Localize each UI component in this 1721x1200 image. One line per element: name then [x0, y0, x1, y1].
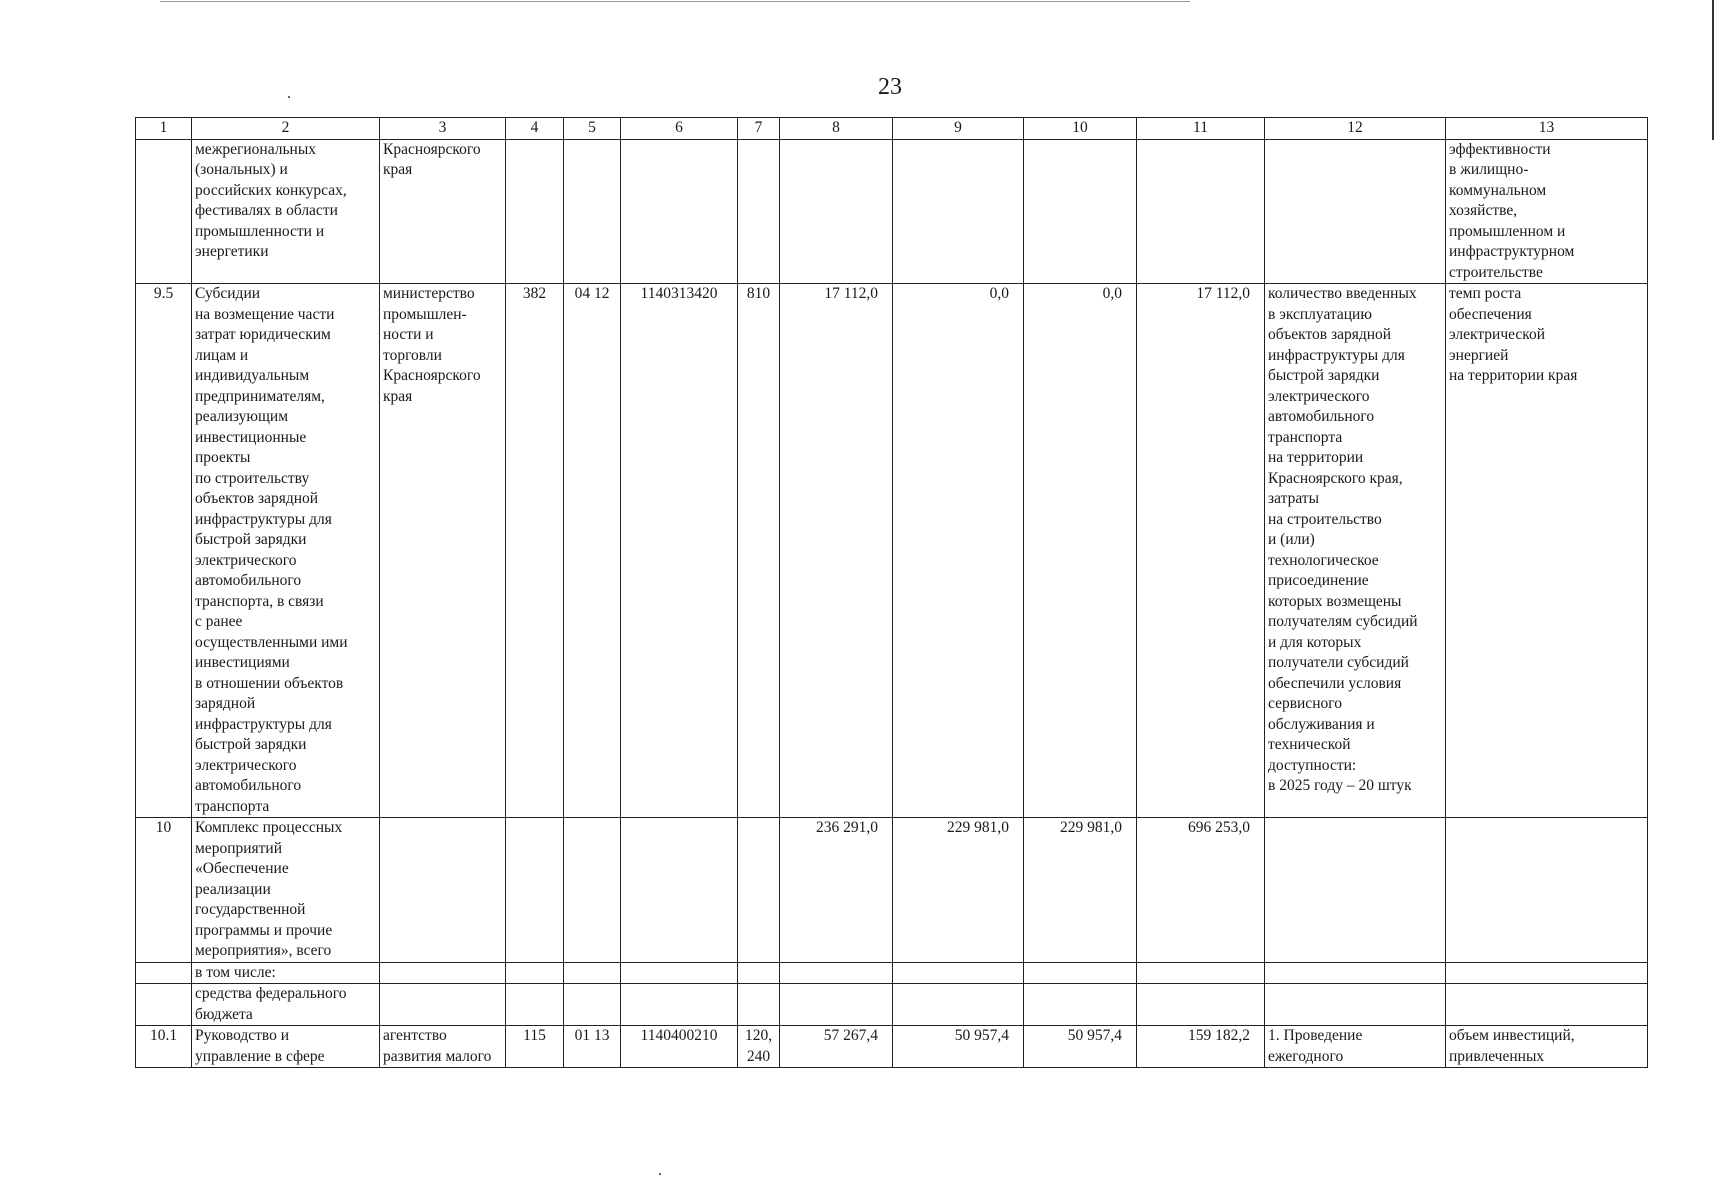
cell-executor — [380, 984, 506, 1026]
cell-number: 9.5 — [136, 284, 192, 818]
cell-result — [1265, 984, 1446, 1026]
header-cell: 10 — [1024, 118, 1137, 140]
cell-amount-8 — [780, 139, 893, 284]
cell-result: количество введенных в эксплуатацию объектов зарядной инфраструктуры для быстрой зарядки электрического автомобильного транспорта на территории Красноярского края, затраты на строительство и (или) технологическое присоединение которых возмещены получателям субсидий и для которых получатели субсидий обеспечили условия сервисного обслуживания и технической доступности: в 2025 году – 20 штук — [1265, 284, 1446, 818]
header-cell: 12 — [1265, 118, 1446, 140]
cell-result: 1. Проведение ежегодного — [1265, 1026, 1446, 1068]
cell-amount-10 — [1024, 984, 1137, 1026]
cell-indicator: объем инвестиций, привлеченных — [1446, 1026, 1648, 1068]
cell-amount-9: 229 981,0 — [893, 818, 1024, 963]
top-rule — [160, 1, 1190, 2]
cell-amount-11 — [1137, 139, 1265, 284]
cell-name: Субсидии на возмещение части затрат юридическим лицам и индивидуальным предпринимателям, реализующим инвестиционные проекты по строительству объектов зарядной инфраструктуры для быстрой зарядки электрического автомобильного транспорта, в связи с ранее осуществленными ими инвестициями в отношении объектов зарядной инфраструктуры для быстрой зарядки электрического автомобильного транспорта — [192, 284, 380, 818]
cell-amount-8: 236 291,0 — [780, 818, 893, 963]
cell-amount-9 — [893, 962, 1024, 984]
scan-speck — [288, 96, 290, 98]
cell-indicator — [1446, 984, 1648, 1026]
cell-result — [1265, 818, 1446, 963]
cell-number — [136, 962, 192, 984]
header-cell: 5 — [564, 118, 621, 140]
cell-vr: 810 — [738, 284, 780, 818]
cell-name: средства федерального бюджета — [192, 984, 380, 1026]
table-row — [136, 984, 1648, 1026]
cell-rzpr — [564, 818, 621, 963]
header-cell: 3 — [380, 118, 506, 140]
header-row — [136, 118, 1648, 140]
right-edge-rule — [1712, 0, 1714, 140]
cell-rzpr — [564, 139, 621, 284]
cell-executor: Красноярского края — [380, 139, 506, 284]
cell-amount-11: 159 182,2 — [1137, 1026, 1265, 1068]
budget-table — [135, 117, 1648, 1068]
cell-grbs — [506, 984, 564, 1026]
cell-amount-10 — [1024, 962, 1137, 984]
table-row — [136, 818, 1648, 963]
cell-executor — [380, 962, 506, 984]
cell-amount-10: 0,0 — [1024, 284, 1137, 818]
cell-csr: 1140313420 — [621, 284, 738, 818]
cell-name: межрегиональных (зональных) и российских конкурсах, фестивалях в области промышленности и энергетики — [192, 139, 380, 284]
cell-grbs — [506, 139, 564, 284]
cell-amount-8: 17 112,0 — [780, 284, 893, 818]
cell-indicator — [1446, 818, 1648, 963]
cell-amount-11: 696 253,0 — [1137, 818, 1265, 963]
cell-executor — [380, 818, 506, 963]
header-cell: 6 — [621, 118, 738, 140]
cell-number — [136, 984, 192, 1026]
header-cell: 4 — [506, 118, 564, 140]
cell-vr — [738, 984, 780, 1026]
page-number: 23 — [878, 74, 902, 100]
table-row — [136, 284, 1648, 818]
cell-number: 10 — [136, 818, 192, 963]
cell-rzpr: 01 13 — [564, 1026, 621, 1068]
cell-rzpr — [564, 962, 621, 984]
header-cell: 11 — [1137, 118, 1265, 140]
cell-vr — [738, 139, 780, 284]
cell-rzpr — [564, 984, 621, 1026]
cell-vr: 120, 240 — [738, 1026, 780, 1068]
cell-amount-9: 0,0 — [893, 284, 1024, 818]
cell-name: в том числе: — [192, 962, 380, 984]
table-row — [136, 1026, 1648, 1068]
cell-vr — [738, 962, 780, 984]
cell-grbs: 382 — [506, 284, 564, 818]
header-cell: 7 — [738, 118, 780, 140]
cell-amount-9: 50 957,4 — [893, 1026, 1024, 1068]
cell-amount-8 — [780, 984, 893, 1026]
cell-amount-9 — [893, 139, 1024, 284]
cell-amount-11 — [1137, 962, 1265, 984]
cell-indicator: темп роста обеспечения электрической энергией на территории края — [1446, 284, 1648, 818]
table-row — [136, 962, 1648, 984]
header-cell: 9 — [893, 118, 1024, 140]
cell-amount-11: 17 112,0 — [1137, 284, 1265, 818]
cell-name: Руководство и управление в сфере — [192, 1026, 380, 1068]
cell-csr — [621, 984, 738, 1026]
header-cell: 1 — [136, 118, 192, 140]
cell-amount-10 — [1024, 139, 1137, 284]
cell-result — [1265, 139, 1446, 284]
cell-csr — [621, 962, 738, 984]
cell-rzpr: 04 12 — [564, 284, 621, 818]
cell-grbs — [506, 962, 564, 984]
cell-amount-10: 50 957,4 — [1024, 1026, 1137, 1068]
cell-number: 10.1 — [136, 1026, 192, 1068]
cell-amount-11 — [1137, 984, 1265, 1026]
cell-amount-8 — [780, 962, 893, 984]
cell-grbs: 115 — [506, 1026, 564, 1068]
cell-executor: министерство промышлен- ности и торговли Красноярского края — [380, 284, 506, 818]
cell-amount-10: 229 981,0 — [1024, 818, 1137, 963]
cell-amount-8: 57 267,4 — [780, 1026, 893, 1068]
cell-name: Комплекс процессных мероприятий «Обеспечение реализации государственной программы и прочие мероприятия», всего — [192, 818, 380, 963]
scan-speck — [659, 1173, 661, 1175]
cell-executor: агентство развития малого — [380, 1026, 506, 1068]
cell-indicator: эффективности в жилищно- коммунальном хозяйстве, промышленном и инфраструктурном строительстве — [1446, 139, 1648, 284]
cell-csr — [621, 139, 738, 284]
table-row — [136, 139, 1648, 284]
cell-vr — [738, 818, 780, 963]
cell-csr: 1140400210 — [621, 1026, 738, 1068]
cell-amount-9 — [893, 984, 1024, 1026]
cell-indicator — [1446, 962, 1648, 984]
header-cell: 8 — [780, 118, 893, 140]
cell-number — [136, 139, 192, 284]
header-cell: 2 — [192, 118, 380, 140]
cell-grbs — [506, 818, 564, 963]
cell-csr — [621, 818, 738, 963]
header-cell: 13 — [1446, 118, 1648, 140]
cell-result — [1265, 962, 1446, 984]
